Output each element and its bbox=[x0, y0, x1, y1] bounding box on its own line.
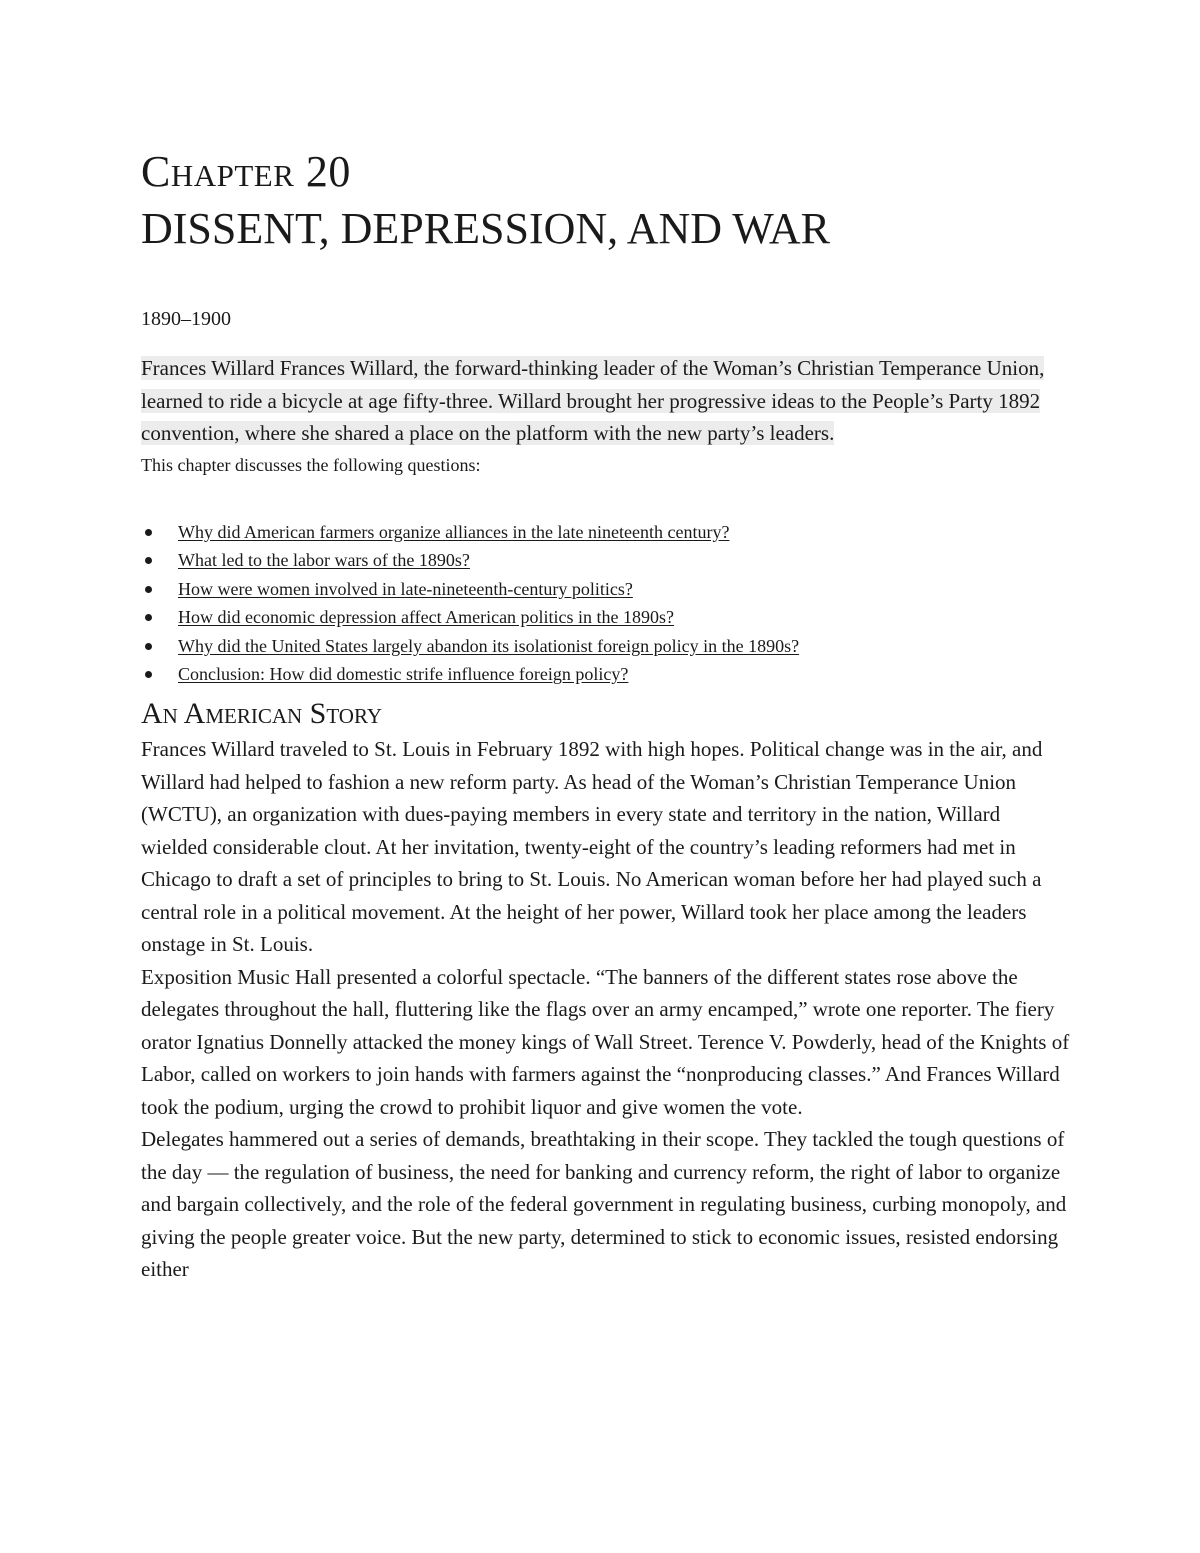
questions-lead: This chapter discusses the following questions: bbox=[141, 454, 481, 475]
intro-caption-text: Frances Willard Frances Willard, the forward-thinking leader of the Woman’s Christian Temperance Union, learned to ride a bicycle at age fifty-three. Willard brought her progressive ideas to the People’s Party 1892 convention, where she shared a place on the platform with the new party’s leaders. bbox=[141, 356, 1045, 445]
chapter-dates: 1890–1900 bbox=[141, 308, 231, 330]
question-link[interactable]: What led to the labor wars of the 1890s? bbox=[178, 550, 470, 571]
bullet-icon bbox=[145, 586, 152, 593]
question-link[interactable]: Why did the United States largely abandon its isolationist foreign policy in the 1890s? bbox=[178, 635, 800, 656]
question-item bbox=[178, 603, 1071, 632]
chapter-title: DISSENT, DEPRESSION, AND WAR bbox=[141, 204, 831, 253]
bullet-icon bbox=[145, 614, 152, 621]
question-link[interactable]: Conclusion: How did domestic strife influence foreign policy? bbox=[178, 664, 629, 685]
intro-caption bbox=[141, 352, 1071, 450]
body-paragraph: Frances Willard traveled to St. Louis in February 1892 with high hopes. Political change was in the air, and Willard had helped to fashion a new reform party. As head of the Woman’s Christian Temperance Union (WCTU), an organization with dues-paying members in every state and territory in the nation, Willard wielded considerable clout. At her invitation, twenty-eight of the country’s leading reformers had met in Chicago to draft a set of principles to bring to St. Louis. No American woman before her had played such a central role in a political movement. At the height of her power, Willard took her place among the leaders onstage in St. Louis. bbox=[141, 737, 1043, 957]
question-item bbox=[178, 546, 1071, 575]
question-item bbox=[178, 660, 1071, 689]
question-link[interactable]: How were women involved in late-nineteenth-century politics? bbox=[178, 578, 633, 599]
body-paragraph: Delegates hammered out a series of demands, breathtaking in their scope. They tackled the tough questions of the day — the regulation of business, the need for banking and currency reform, the right of labor to organize and bargain collectively, and the role of the federal government in regulating business, curbing monopoly, and giving the people greater voice. But the new party, determined to stick to economic issues, resisted endorsing either bbox=[141, 1127, 1067, 1282]
question-item bbox=[178, 518, 1071, 547]
bullet-icon bbox=[145, 671, 152, 678]
section-heading: An American Story bbox=[141, 697, 382, 731]
document-page bbox=[141, 146, 1071, 1286]
question-link[interactable]: How did economic depression affect American politics in the 1890s? bbox=[178, 607, 675, 628]
body-paragraph: Exposition Music Hall presented a colorful spectacle. “The banners of the different states rose above the delegates throughout the hall, fluttering like the flags over an army encamped,” wrote one reporter. The fiery orator Ignatius Donnelly attacked the money kings of Wall Street. Terence V. Powderly, head of the Knights of Labor, called on workers to join hands with farmers against the “nonproducing classes.” And Frances Willard took the podium, urging the crowd to prohibit liquor and give women the vote. bbox=[141, 964, 1070, 1119]
question-item bbox=[178, 575, 1071, 604]
questions-list bbox=[141, 518, 1071, 690]
bullet-icon bbox=[145, 529, 152, 536]
bullet-icon bbox=[145, 557, 152, 564]
bullet-icon bbox=[145, 643, 152, 650]
chapter-label: Chapter 20 bbox=[141, 147, 351, 196]
question-item bbox=[178, 632, 1071, 661]
question-link[interactable]: Why did American farmers organize alliances in the late nineteenth century? bbox=[178, 521, 730, 542]
